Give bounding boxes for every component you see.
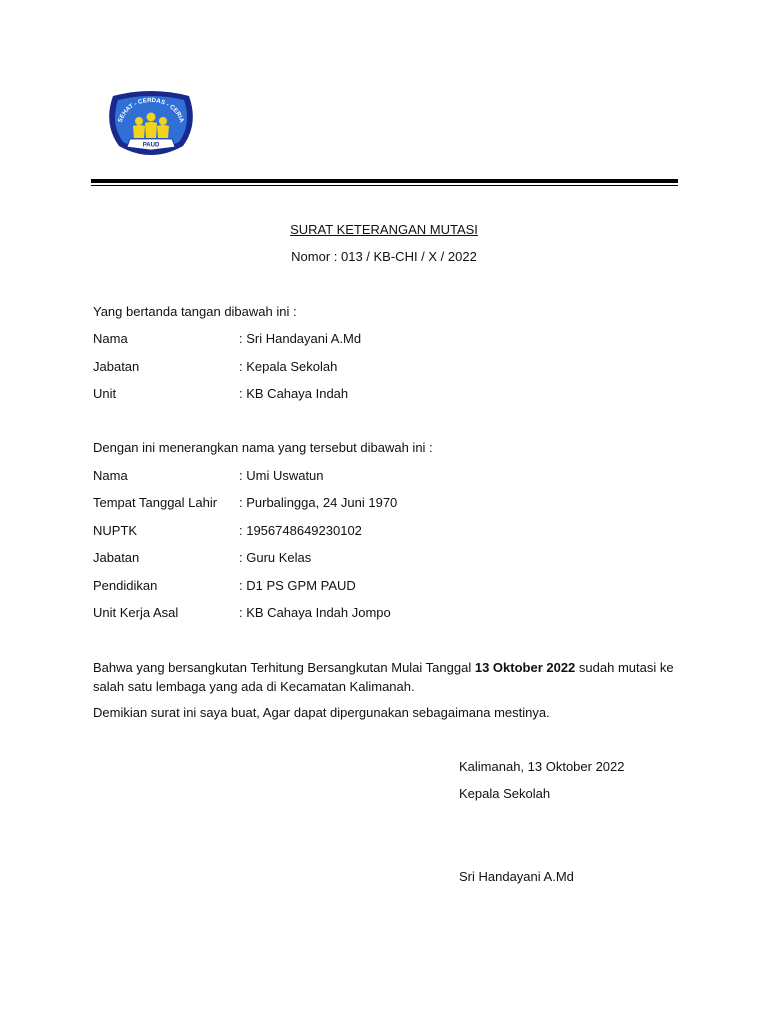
- row-label: Pendidikan: [93, 578, 158, 593]
- row-value: : Purbalingga, 24 Juni 1970: [239, 495, 398, 510]
- signer-row-position: [93, 359, 337, 374]
- row-label: Tempat Tanggal Lahir: [93, 495, 218, 510]
- subject-row-education: [93, 578, 356, 593]
- document-title: SURAT KETERANGAN MUTASI: [290, 222, 478, 237]
- row-label: Unit Kerja Asal: [93, 605, 179, 620]
- signature-place-date: Kalimanah, 13 Oktober 2022: [459, 759, 625, 774]
- body-text-pre: Bahwa yang bersangkutan Terhitung Bersangkutan Mulai Tanggal: [93, 660, 475, 675]
- subject-row-origin-unit: [93, 605, 391, 620]
- logo-arc-text: SEHAT - CERDAS - CERIA: [116, 96, 186, 124]
- signature-position: Kepala Sekolah: [459, 786, 551, 801]
- row-label: Unit: [93, 386, 117, 401]
- subject-row-position: [93, 550, 311, 565]
- row-value: : 1956748649230102: [239, 523, 362, 538]
- header-rule-thick: [91, 179, 678, 183]
- row-label: Jabatan: [93, 359, 140, 374]
- subject-row-birth: [93, 495, 397, 510]
- subject-row-name: [93, 468, 324, 483]
- row-value: : Guru Kelas: [239, 550, 312, 565]
- subject-row-nuptk: [93, 523, 362, 538]
- logo-label: PAUD: [142, 142, 160, 149]
- row-value: : Kepala Sekolah: [239, 359, 338, 374]
- signer-row-unit: [93, 386, 348, 401]
- row-label: Nama: [93, 468, 128, 483]
- row-label: Jabatan: [93, 550, 140, 565]
- subject-intro: Dengan ini menerangkan nama yang tersebut dibawah ini :: [93, 440, 433, 455]
- row-label: Nama: [93, 331, 128, 346]
- document-number: Nomor : 013 / KB-CHI / X / 2022: [291, 249, 477, 264]
- header-rule-thin: [91, 185, 678, 186]
- closing-statement: Demikian surat ini saya buat, Agar dapat dipergunakan sebagaimana mestinya.: [93, 705, 550, 720]
- signer-intro: Yang bertanda tangan dibawah ini :: [93, 304, 297, 319]
- signature-name: Sri Handayani A.Md: [459, 869, 574, 884]
- body-date-bold: 13 Oktober 2022: [474, 660, 576, 675]
- body-text-post: sudah mutasi ke salah satu lembaga yang ada di Kecamatan Kalimanah.: [93, 660, 674, 694]
- row-value: : Sri Handayani A.Md: [239, 331, 362, 346]
- row-value: : D1 PS GPM PAUD: [239, 578, 356, 593]
- body-paragraph: [93, 658, 683, 696]
- row-value: : KB Cahaya Indah: [239, 386, 349, 401]
- signer-row-name: [93, 331, 361, 346]
- row-value: : Umi Uswatun: [239, 468, 324, 483]
- row-label: NUPTK: [93, 523, 138, 538]
- paud-logo: [103, 88, 199, 160]
- row-value: : KB Cahaya Indah Jompo: [239, 605, 391, 620]
